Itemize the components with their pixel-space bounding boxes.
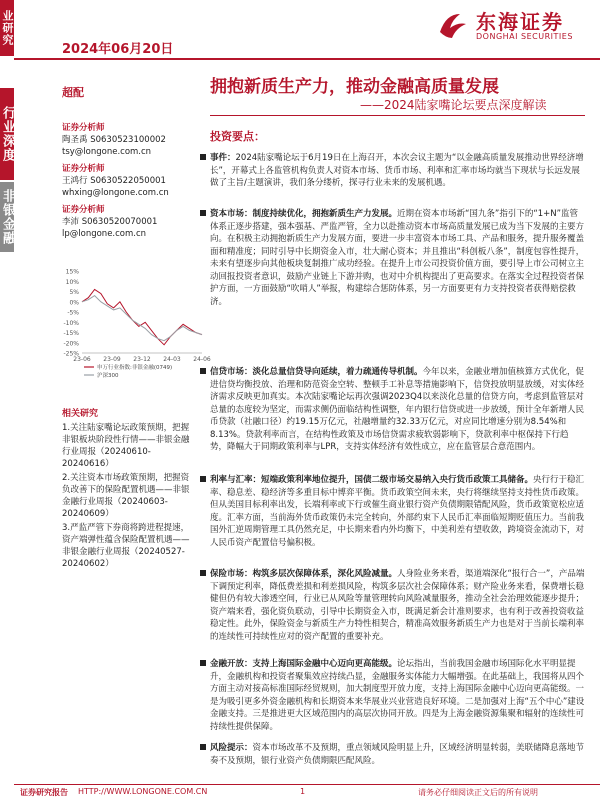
point-lead: 金融开放：支持上海国际金融中心迈向更高能级。 [210, 659, 398, 669]
analyst-name: 陶圣禹 [62, 135, 88, 145]
point-opening-up [210, 658, 585, 733]
y-tick-label: 15% [65, 268, 79, 276]
analyst-3 [62, 204, 192, 240]
y-tick-label: -15% [63, 330, 79, 337]
y-tick-label: 10% [65, 278, 79, 286]
footer-label: 证券研究报告 [20, 788, 68, 797]
point-capital-market [210, 208, 585, 308]
logo-text-en: DONGHAI SECURITIES [476, 32, 573, 41]
analyst-1 [62, 122, 192, 158]
bullet-icon [200, 368, 206, 374]
report-title: 拥抱新质生产力，推动金融高质量发展 [210, 77, 499, 97]
logo-mark-icon [436, 8, 470, 42]
title-divider [210, 115, 585, 116]
analyst-cert: S0630520070001 [81, 217, 158, 227]
bullet-icon [200, 210, 206, 216]
point-text: 资本市场改革不及预期，重点领域风险明显上升，区域经济明显转弱，美联储降息落地节奏不及预期，银行业资产负债期限匹配风险。 [210, 743, 585, 766]
point-text: 今年以来，金融业增加值核算方式优化，促进信贷均衡投放、治理和防范资金空转、整顿手工补息等措施影响下，信贷投放明显放缓，对实体经济需求反映更加真实。本次陆家嘴论坛再次强调2023Q4以来淡化总量的信贷方向，考虑到监管层对总量的态度较为坚定，而需求侧仍面临结构性调整，年内银行信贷或进一步放缓，预计全年新增人民币贷款（社融口径）约19.15万亿元，社融增量约32.33万亿元，对应同比增速分别为8.54%和8.13%。贷款利率而言，在结构性政策及市场信贷需求疲软弱影响下，贷款利率中枢保持下行趋势，降幅大于同期政策利率与LPR，支持实体经济有效性成立，应在监管层合意范围内。 [210, 367, 585, 452]
analyst-block [62, 122, 192, 240]
page-number: 1 [300, 787, 306, 796]
related-item[interactable]: 1.关注陆家嘴论坛政策预期，把握非银板块阶段性行情——非银金融行业周报（20240610-20240616） [62, 423, 190, 469]
y-tick-label: 5% [69, 289, 79, 296]
x-tick-label: 23-12 [133, 356, 151, 363]
analyst-role: 证券分析师 [62, 123, 105, 133]
point-lead: 风险提示： [210, 743, 253, 753]
analyst-email[interactable]: tsy@longone.com.cn [62, 147, 152, 157]
series-line-0 [82, 289, 202, 344]
point-credit-market [210, 366, 585, 454]
analyst-cert: S0630523100002 [90, 135, 166, 145]
bullet-icon [200, 744, 206, 750]
point-lead: 事件： [210, 153, 236, 163]
point-lead: 信贷市场：淡化总量信贷导向延续，着力疏通传导机制。 [210, 367, 423, 377]
point-lead: 保险市场：构筑多层次保障体系，深化风险减量。 [210, 569, 398, 579]
legend-label-0: 申万行业指数:非银金融(0749) [97, 365, 173, 371]
point-text: 人身险业务来看，渠道端深化“报行合一”，产品端下调预定利率，降低费差损和利差损风险，构筑多层次社会保障体系；财产险业务来看，保费增长稳健但仍有较大渗透空间，行业已从风险等量管理转向风险减量服务，推动全社会治理效能逐步提升；资产端来看，强化资负联动，引导中长期资金入市，既满足新会计准则要求，也有利于改善投资收益稳定性。此外，保险资金与新质生产力特性相契合，精准高效服务新质生产力也是对于当前长端利率的连续性可持续性应对的资产配置的重要补充。 [210, 569, 585, 642]
point-rates-fx [210, 474, 585, 549]
x-tick-label: 24-03 [163, 356, 181, 363]
y-tick-label: -20% [63, 340, 79, 348]
point-text: 论坛指出，当前我国金融市场国际化水平明显提升，金融机构和投资者聚集效应持续凸显，金融服务实体能力大幅增强。在此基础上，我国将从四个方面主动对接高标准国际经贸规则，加大制度型开放力度，支持上海国际金融中心迈向更高能级。一是为吸引更多外资金融机构和长期资本来华展业兴业营造良好环境。二是加强对上海“五个中心”建设金融支持。三是推进更大区域范围内的高层次协同开放。四是为上海金融资源集聚和辐射的连续性可持续性提供保障。 [210, 659, 585, 732]
analyst-cert: S0630522050001 [90, 176, 166, 186]
analyst-2 [62, 163, 192, 199]
analyst-role: 证券分析师 [62, 205, 105, 215]
analyst-email[interactable]: whxing@longone.com.cn [62, 188, 169, 198]
header-divider [14, 58, 600, 60]
legend-label-1: 沪深300 [97, 373, 119, 379]
analyst-email[interactable]: lp@longone.com.cn [62, 229, 147, 239]
footer-disclaimer: 请务必仔细阅读正文后的所有说明 [418, 788, 538, 797]
series-line-1 [82, 296, 202, 341]
sidebar-tag-top: 业研究 [0, 0, 14, 56]
bullet-icon [200, 476, 206, 482]
point-event [210, 152, 585, 190]
bullet-icon [200, 660, 206, 666]
footer-url[interactable]: HTTP://WWW.LONGONE.COM.CN [78, 787, 208, 796]
x-tick-label: 23-06 [73, 356, 91, 363]
analyst-name: 王鸿行 [62, 176, 88, 186]
point-text: 央行行于稳汇率、稳息差、稳经济等多重目标中博弈平衡。货币政策空间未来，央行将继续坚持支持性货币政策。但从美国目标利率出发，长端利率或下行或催生商业银行资产负债期限错配风险，货币政策宽松应适度。汇率方面，当前海外货币政策仍未完全转向，外部约束下人民币汇率面临短期贬值压力。当前我国外汇逆周期管理工具仍然充足，中长期来看内外均衡下，中美利差有望收敛，跨境资金流动下，对人民币资产配置信号偏积极。 [210, 475, 585, 548]
report-date: 2024年06月20日 [62, 42, 174, 57]
point-risk [210, 742, 585, 767]
sidebar-tag-sector: 非银金融 [0, 182, 14, 252]
point-lead: 利率与汇率：短端政策利率地位提升，国债二级市场交易纳入央行货币政策工具储备。 [210, 475, 534, 485]
related-item[interactable]: 2.关注资本市场政策预期，把握资负改善下的保险配置机遇——非银金融行业周报（20240603-20240609） [62, 473, 190, 519]
point-insurance [210, 568, 585, 643]
performance-chart [58, 265, 211, 385]
related-heading: 相关研究 [62, 409, 99, 419]
y-tick-label: -10% [63, 319, 79, 327]
footer-divider [14, 784, 600, 785]
bullet-icon [200, 570, 206, 576]
point-lead: 资本市场：制度持续优化，拥抱新质生产力发展。 [210, 209, 398, 219]
bullet-icon [200, 154, 206, 160]
x-tick-label: 23-09 [103, 356, 121, 363]
analyst-role: 证券分析师 [62, 164, 105, 174]
point-text: 近期在资本市场新“国九条”指引下的“1+N”监管体系正逐步搭建，强本强基、严监严管，全力以赴推动资本市场高质量发展已成为当下发展的主要方向。在积极主动拥抱新质生产力发展方面，要进一步丰富资本市场工具、产品和服务，提升服务覆盖面和精准度；同时引导中长期资金入市，壮大耐心资本；并且推出“科创板八条”，制度包容性提升，未来有望逐步向其他板块复制推广成功经验。在提升上市公司投资价值方面，要引导上市公司树立主动回报投资者意识，鼓励产业链上下游并购，也对中介机构提出了更高要求。在落实全过程投资者保护方面，一方面鼓励“吹哨人”举报，构建综合惩防体系，另一方面要更有力支持投资者获得赔偿救济。 [210, 209, 585, 307]
rating-label: 超配 [62, 86, 84, 99]
y-tick-label: -25% [63, 350, 79, 358]
point-text: 2024陆家嘴论坛于6月19日在上海召开，本次会议主题为“以金融高质量发展推动世界经济增长”，开幕式上各监管机构负责人对资本市场、货币市场、利率和汇率市场均就当下现状与长远发展做了主旨/主题演讲，我们条分缕析，探寻行业未来的发展机遇。 [210, 153, 584, 188]
analyst-name: 李沛 [62, 217, 80, 227]
report-subtitle: ——2024陆家嘴论坛要点深度解读 [360, 98, 547, 112]
logo-text-cn: 东海证券 [476, 10, 564, 34]
company-logo [436, 6, 586, 48]
points-heading: 投资要点： [210, 130, 265, 143]
related-research [62, 408, 194, 570]
related-item[interactable]: 3.严监严管下券商将跨进程提速，资产端弹性蕴含保险配置机遇——非银金融行业周报（20240527-20240602） [62, 523, 190, 569]
y-tick-label: 0% [69, 299, 79, 307]
x-tick-label: 24-06 [193, 356, 211, 363]
sidebar-tag-industry: 行业深度 [0, 88, 14, 180]
y-tick-label: -5% [67, 309, 79, 317]
